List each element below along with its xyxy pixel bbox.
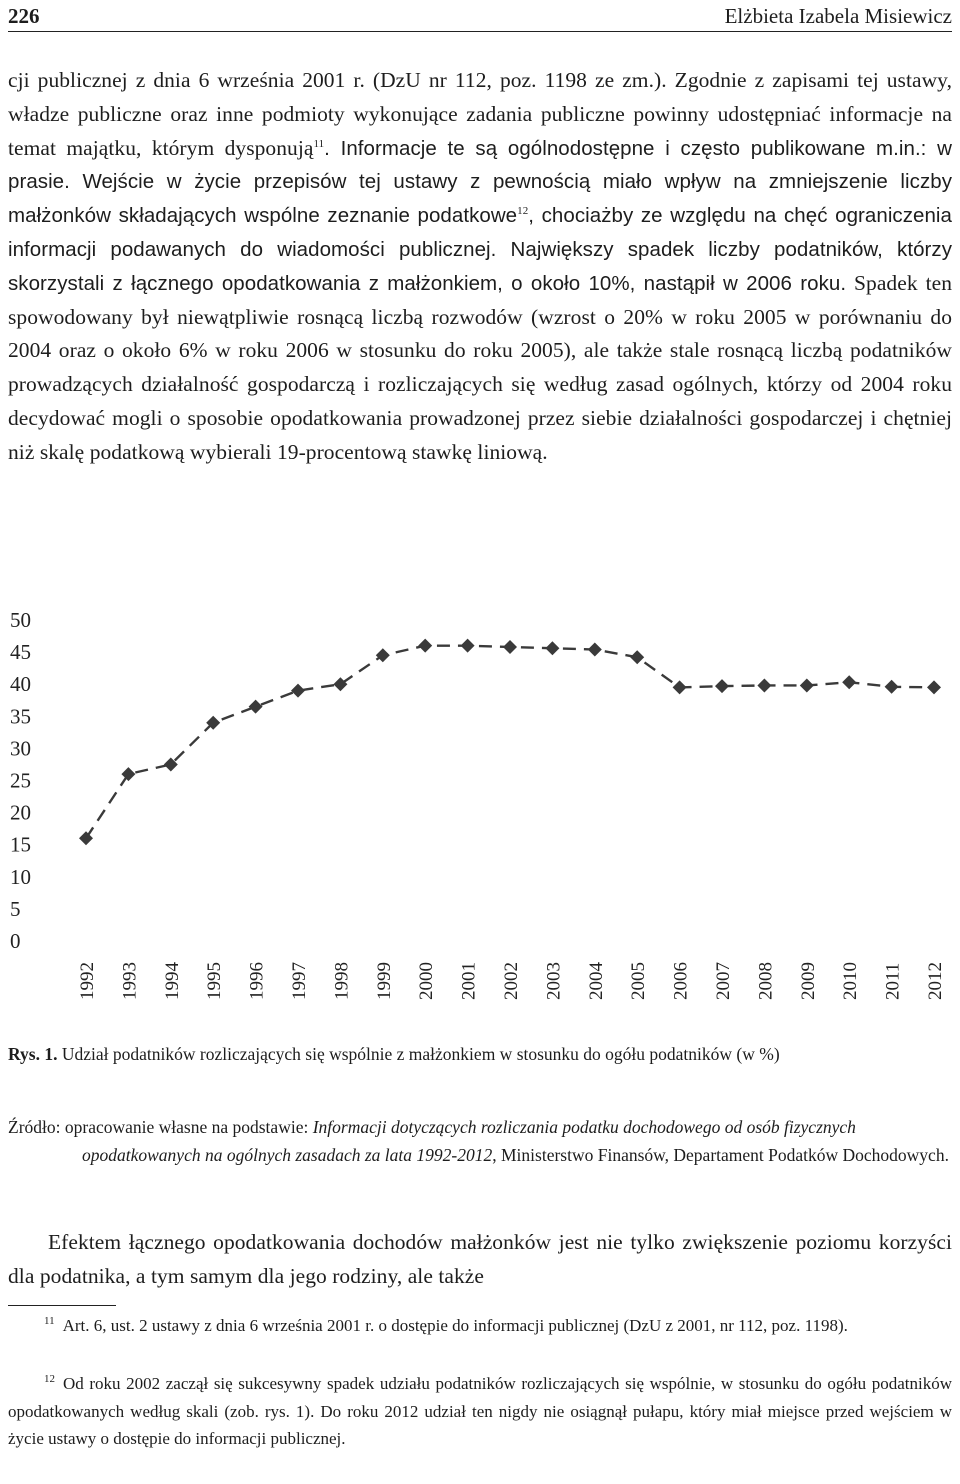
- y-tick-label: 30: [10, 736, 31, 761]
- footnote-11-text: Art. 6, ust. 2 ustawy z dnia 6 września 2001 r. o dostępie do informacji publicznej (DzU z 2001, nr 112, poz. 1198).: [62, 1316, 848, 1335]
- x-tick-label: 2002: [501, 962, 522, 1000]
- x-tick-label: 2006: [670, 962, 692, 1000]
- source-tail: , Ministerstwo Finansów, Departament Podatków Dochodowych.: [492, 1145, 949, 1165]
- y-tick-label: 5: [10, 896, 21, 921]
- data-point-marker: [79, 831, 93, 845]
- data-point-marker: [673, 680, 687, 694]
- x-tick-label: 2012: [925, 962, 946, 1000]
- y-tick-label: 15: [10, 832, 31, 857]
- footnote-11-number: 11: [44, 1315, 55, 1328]
- footnote-12: [8, 1370, 952, 1453]
- data-point-marker: [418, 639, 432, 653]
- x-tick-label: 1994: [161, 962, 183, 1000]
- x-tick-label: 2004: [585, 962, 607, 1000]
- data-point-marker: [121, 767, 135, 781]
- data-point-marker: [757, 678, 771, 692]
- y-tick-label: 25: [10, 768, 31, 793]
- x-tick-label: 2005: [628, 962, 650, 1000]
- header-rule: [8, 31, 952, 32]
- x-tick-label: 2001: [458, 962, 480, 1000]
- y-tick-label: 10: [10, 864, 31, 889]
- x-tick-label: 1997: [289, 962, 310, 1000]
- paragraph-1-part2: . Informacje te są ogólnodostępne i często publikowane m.in.: w prasie. Wejście w życie przepisów tej ustawy z pewnością miało wpływ na zmniejszenie liczby małżonków składających wspólne zeznanie podatkowe: [8, 136, 952, 228]
- footnote-ref-12: 12: [517, 205, 529, 218]
- data-point-marker: [800, 678, 814, 692]
- page-header: [8, 4, 952, 30]
- paragraph-1-part3: , chociażby ze względu na chęć ograniczenia informacji podawanych do wiadomości publicznej. Największy spadek liczby podatników, którzy skorzystali z łącznego opodatkowania z małżonkiem, o około 10%, nastąpił w 2006 roku.: [8, 204, 952, 295]
- y-tick-label: 0: [10, 929, 21, 953]
- x-tick-label: 1999: [373, 962, 395, 1000]
- y-tick-label: 35: [10, 704, 31, 729]
- footnote-ref-11: 11: [313, 137, 325, 150]
- data-point-marker: [461, 639, 475, 653]
- paragraph-1-part4: Spadek ten spowodowany był niewątpliwie rosnącą liczbą rozwodów (wzrost o 20% w roku 2005 w porównaniu do 2004 oraz o około 6% w roku 2006 w stosunku do roku 2005), ale także stale rosnącą liczbą podatników prowadzących działalność gospodarczą i rozliczających się według zasad ogólnych, którzy od 2004 roku decydować mogli o sposobie opodatkowania prowadzonej przez siebie działalności gospodarczej i chętniej niż skalę podatkową wybierali 19-procentową stawkę liniową.: [8, 270, 952, 464]
- x-tick-label: 2010: [840, 962, 862, 1000]
- y-tick-label: 40: [10, 672, 31, 697]
- x-tick-label: 2011: [882, 962, 904, 1000]
- figure-caption: [8, 1042, 948, 1067]
- data-point-marker: [588, 643, 602, 657]
- footnote-rule: [8, 1305, 116, 1306]
- data-point-marker: [249, 700, 263, 714]
- x-tick-label: 1998: [331, 962, 353, 1000]
- footnote-12-text: Od roku 2002 zaczął się sukcesywny spadek udziału podatników rozliczających się wspólnie, w stosunku do ogółu podatników opodatkowanych według skali (zob. rys. 1). Do roku 2012 udział ten nigdy nie osiągnął pułapu, który miał miejsce przed wejściem w życie ustawy o dostępie do informacji publicznej.: [8, 1374, 952, 1448]
- x-tick-label: 2007: [713, 962, 734, 1000]
- page-number: 226: [8, 4, 40, 28]
- y-tick-label: 50: [10, 608, 31, 632]
- x-tick-label: 2008: [755, 962, 777, 1000]
- data-point-marker: [630, 650, 644, 664]
- data-point-marker: [927, 680, 941, 694]
- figure-caption-text: Udział podatników rozliczających się wspólnie z małżonkiem w stosunku do ogółu podatników (w %): [57, 1044, 780, 1064]
- footnote-12-number: 12: [44, 1373, 55, 1386]
- series-line: [86, 646, 934, 839]
- paragraph-1: [8, 64, 952, 470]
- running-head-author: Elżbieta Izabela Misiewicz: [724, 4, 952, 28]
- source-title: Informacji dotyczących rozliczania podatku dochodowego od osób fizycznych opodatkowanych na ogólnych zasadach za lata 1992-2012: [82, 1117, 856, 1165]
- data-point-marker: [885, 680, 899, 694]
- x-tick-label: 1995: [204, 962, 226, 1000]
- data-point-marker: [376, 648, 390, 662]
- data-point-marker: [503, 640, 517, 654]
- paragraph-1-part1: cji publicznej z dnia 6 września 2001 r. (DzU nr 112, poz. 1198 ze zm.). Zgodnie z zapisami tej ustawy, władze publiczne oraz inne podmioty wykonujące zadania publiczne powinny udostępniać informacje na temat majątku, którym dysponują: [8, 68, 952, 160]
- line-chart: [0, 598, 960, 1008]
- x-tick-label: 2000: [416, 962, 438, 1000]
- x-tick-label: 1996: [246, 962, 268, 1000]
- x-tick-label: 1993: [119, 962, 141, 1000]
- footnote-11: [8, 1312, 952, 1340]
- x-tick-label: 2003: [543, 962, 565, 1000]
- figure-source: [8, 1113, 952, 1169]
- data-point-marker: [715, 679, 729, 693]
- data-point-marker: [333, 677, 347, 691]
- data-point-marker: [545, 641, 559, 655]
- y-tick-label: 20: [10, 800, 31, 825]
- paragraph-2: Efektem łącznego opodatkowania dochodów małżonków jest nie tylko zwiększenie poziomu korzyści dla podatnika, a tym samym dla jego rodziny, ale także: [8, 1230, 952, 1288]
- x-tick-label: 1992: [77, 962, 98, 1000]
- data-point-marker: [842, 675, 856, 689]
- data-point-marker: [291, 684, 305, 698]
- source-lead: Źródło: opracowanie własne na podstawie:: [8, 1117, 313, 1137]
- y-tick-label: 45: [10, 640, 31, 665]
- x-tick-label: 2009: [797, 962, 819, 1000]
- figure-label: Rys. 1.: [8, 1044, 58, 1064]
